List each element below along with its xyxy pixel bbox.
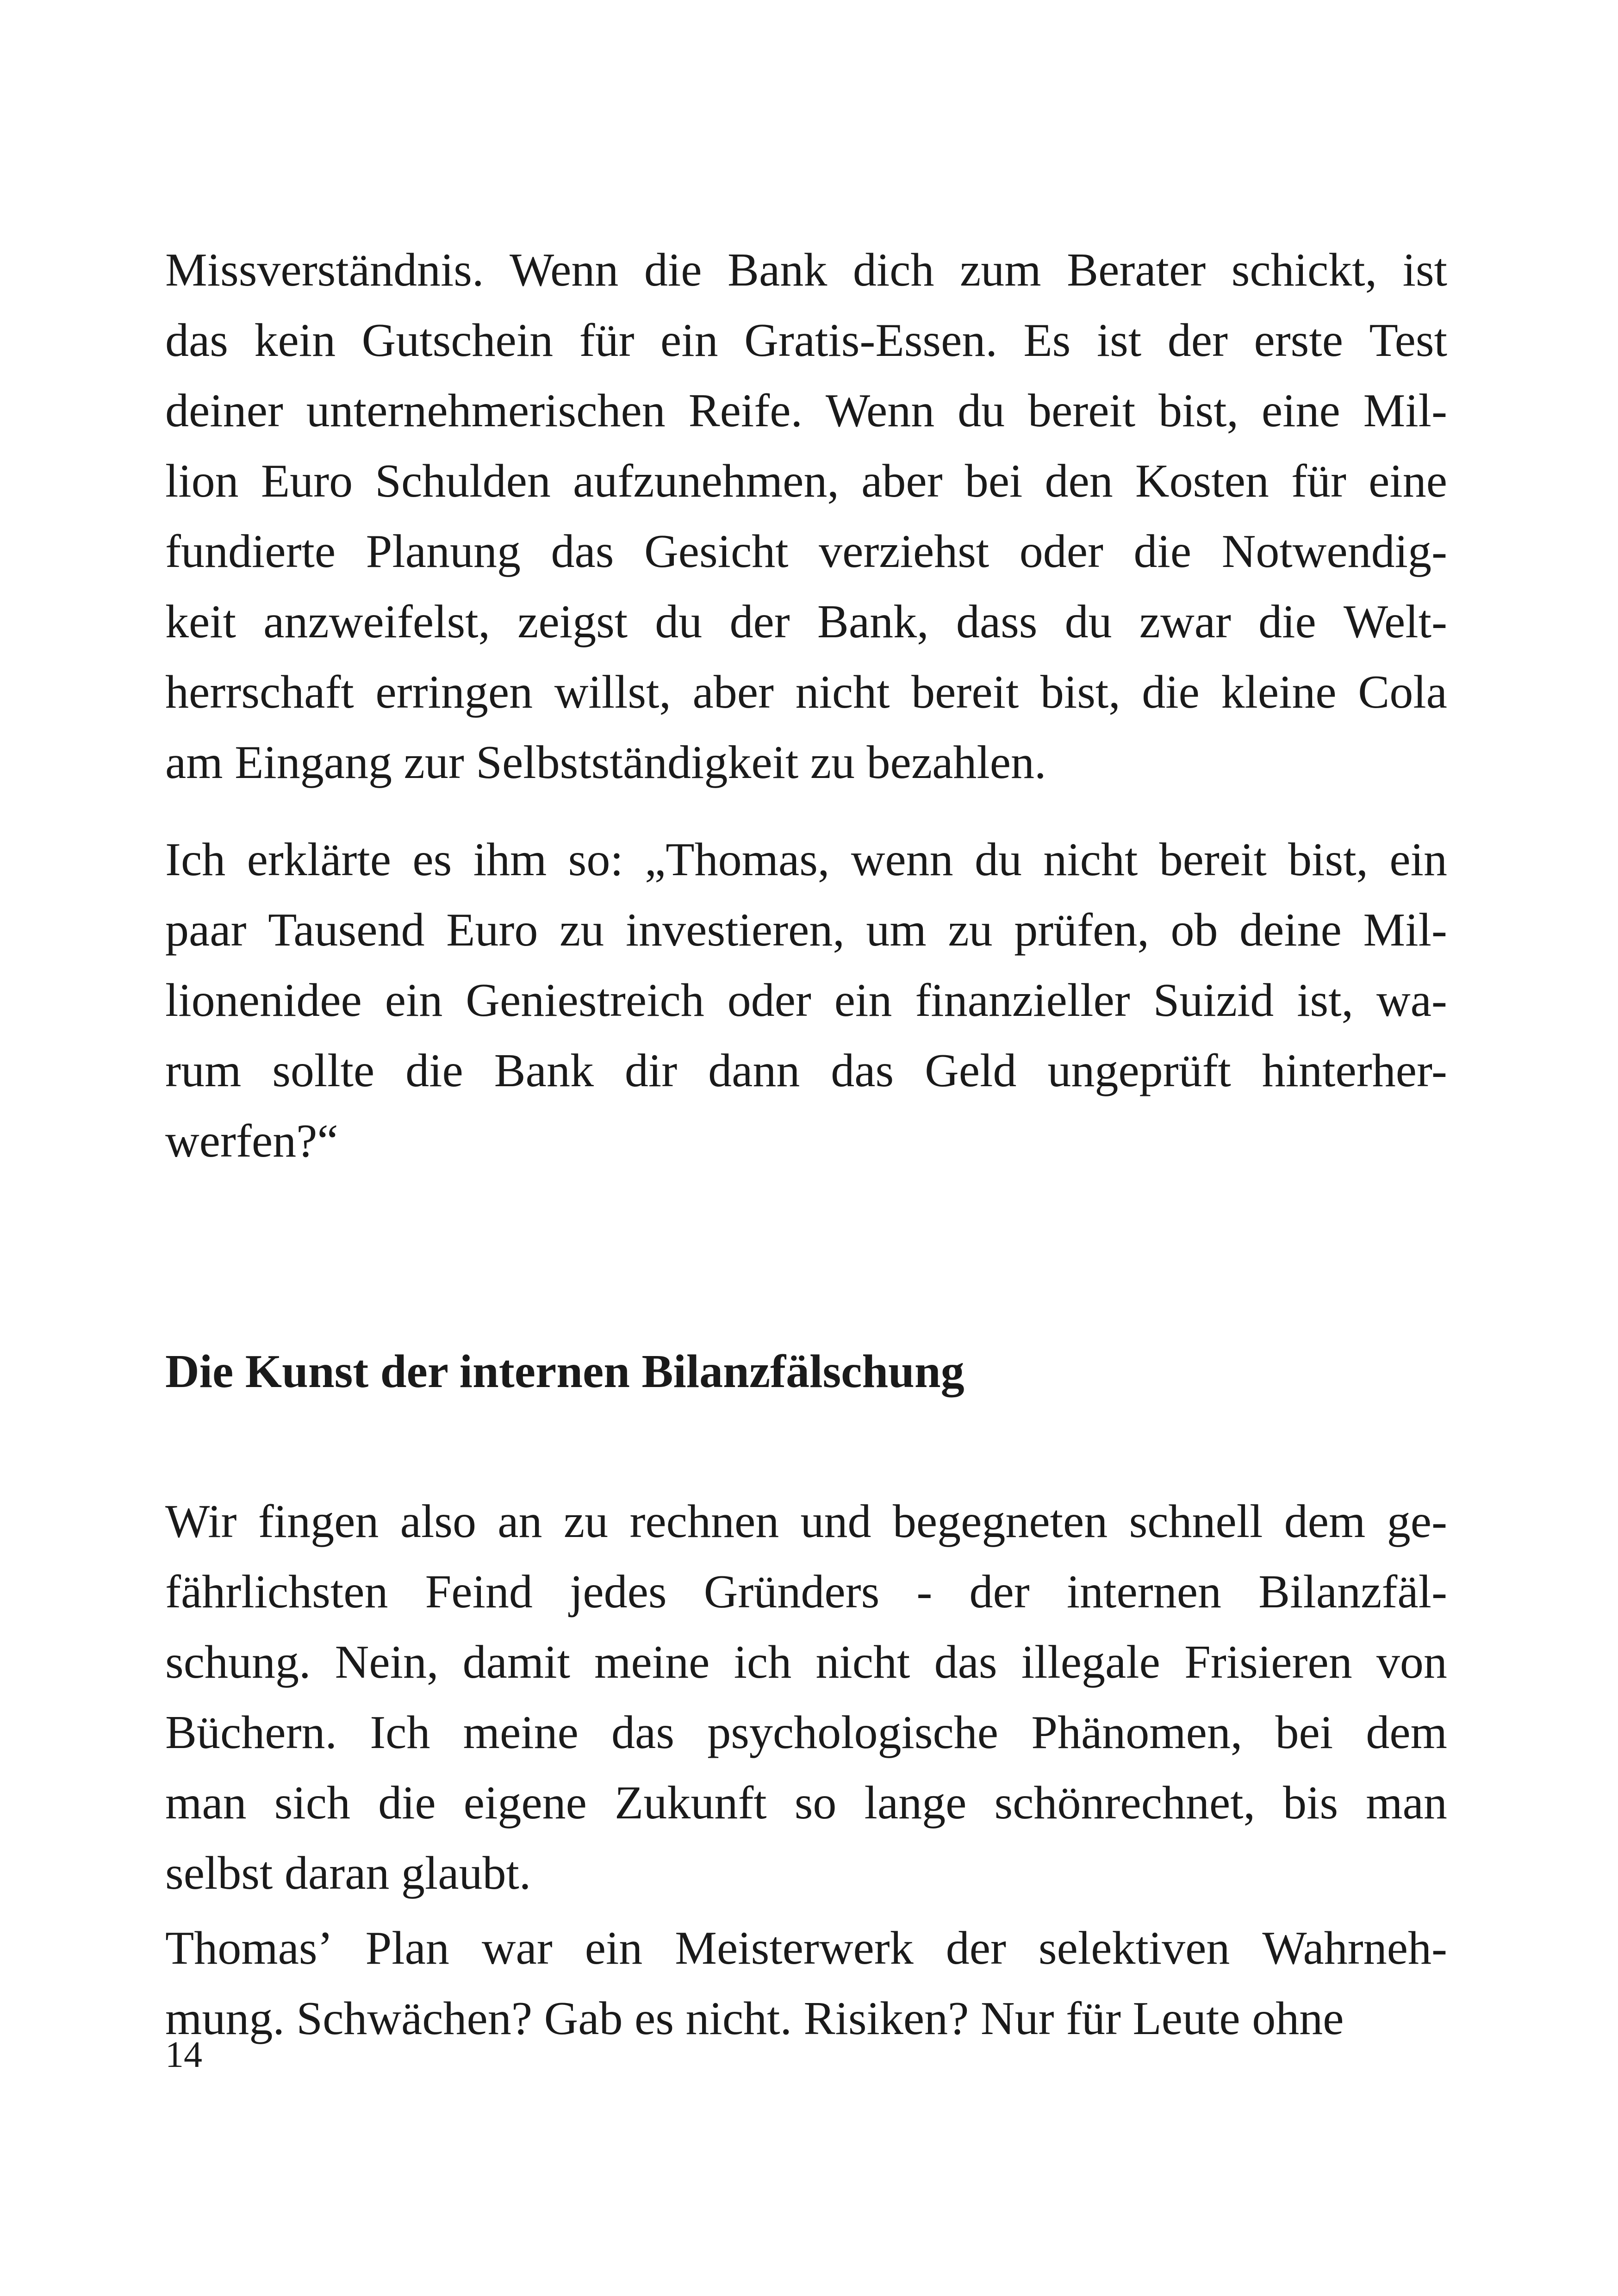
word: Bank	[494, 1045, 594, 1097]
word: nicht	[1043, 834, 1138, 886]
word: das	[165, 314, 228, 367]
word: prüfen,	[1014, 904, 1149, 956]
word: sollte	[272, 1045, 375, 1097]
word: Euro	[261, 455, 353, 507]
word: Missverständnis.	[165, 244, 484, 296]
word: jedes	[570, 1566, 667, 1618]
word: die	[1133, 525, 1192, 578]
word: Wahrneh-	[1262, 1922, 1447, 1974]
word: du	[655, 596, 703, 648]
word: deiner	[165, 385, 283, 437]
word: bis	[1283, 1777, 1338, 1829]
text-line	[165, 1698, 1447, 1768]
word: oder	[727, 974, 811, 1027]
text-line	[165, 1487, 1447, 1557]
word: ge-	[1387, 1495, 1447, 1548]
word: Suizid	[1153, 974, 1274, 1027]
word: ob	[1170, 904, 1218, 956]
word: lionenidee	[165, 974, 362, 1027]
text-line	[165, 587, 1447, 657]
text-line	[165, 376, 1447, 446]
text-line	[165, 1984, 1447, 2054]
word: meine	[594, 1636, 710, 1688]
word: dass	[956, 596, 1038, 648]
word: Selbstständigkeit	[476, 736, 799, 789]
word: dem	[1284, 1495, 1366, 1548]
word: keit	[165, 596, 236, 648]
word: Bank,	[817, 596, 929, 648]
paragraph-3	[165, 1487, 1447, 1909]
word: paar	[165, 904, 247, 956]
word: anzweifelst,	[263, 596, 491, 648]
word: willst,	[554, 666, 671, 718]
word: schung.	[165, 1636, 311, 1688]
word: eigene	[463, 1777, 587, 1829]
word: Thomas’	[165, 1922, 333, 1974]
word: nicht.	[685, 1992, 792, 2045]
word: also	[400, 1495, 476, 1548]
word: nicht	[815, 1636, 910, 1688]
word: ihm	[473, 834, 547, 886]
word: ein	[660, 314, 718, 367]
text-line	[165, 516, 1447, 587]
word: herrschaft	[165, 666, 354, 718]
word: Wenn	[825, 385, 935, 437]
word: selbst	[165, 1847, 273, 1899]
word: psychologische	[707, 1706, 999, 1759]
word: bei	[1275, 1706, 1333, 1759]
word: für	[579, 314, 635, 367]
word: die	[644, 244, 702, 296]
word: Eingang	[235, 736, 392, 789]
word: Leute	[1133, 1992, 1240, 2045]
paragraph-2	[165, 825, 1447, 1176]
word: werfen?“	[165, 1115, 338, 1167]
word: rechnen	[629, 1495, 779, 1548]
paragraph-1	[165, 235, 1447, 798]
word: ein	[585, 1922, 643, 1974]
word: bereit	[1028, 385, 1136, 437]
text-line	[165, 1627, 1447, 1698]
word: die	[405, 1045, 463, 1097]
word: Gesicht	[644, 525, 789, 578]
word: du	[958, 385, 1005, 437]
word: Schwächen?	[296, 1992, 533, 2045]
word: Feind	[425, 1566, 533, 1618]
word: deine	[1239, 904, 1342, 956]
word: Wir	[165, 1495, 237, 1548]
word: Planung	[366, 525, 521, 578]
word: nicht	[795, 666, 890, 718]
word: erklärte	[247, 834, 392, 886]
word: meine	[463, 1706, 579, 1759]
word: Reife.	[688, 385, 803, 437]
word: Frisieren	[1184, 1636, 1352, 1688]
word: Gutschein	[361, 314, 554, 367]
word: ist	[1096, 314, 1142, 367]
word: hinterher-	[1262, 1045, 1447, 1097]
word: Gründers	[703, 1566, 880, 1618]
text-line	[165, 1036, 1447, 1106]
word: Cola	[1358, 666, 1447, 718]
word: ungeprüft	[1047, 1045, 1231, 1097]
word: ist	[1402, 244, 1447, 296]
word: kleine	[1221, 666, 1337, 718]
word: zu	[810, 736, 855, 789]
word: Büchern.	[165, 1706, 337, 1759]
word: fundierte	[165, 525, 336, 578]
word: Mil-	[1363, 385, 1447, 437]
section-heading: Die Kunst der internen Bilanzfälschung	[165, 1345, 965, 1398]
word: ein	[1389, 834, 1447, 886]
word: wenn	[851, 834, 953, 886]
word: fingen	[258, 1495, 379, 1548]
word: das	[831, 1045, 894, 1097]
word: für	[1291, 455, 1346, 507]
word: der	[729, 596, 790, 648]
text-line	[165, 446, 1447, 516]
word: den	[1045, 455, 1113, 507]
word: bist,	[1040, 666, 1120, 718]
word: selektiven	[1038, 1922, 1230, 1974]
word: ohne	[1252, 1992, 1344, 2045]
word: Geniestreich	[466, 974, 704, 1027]
word: Es	[1023, 314, 1071, 367]
word: erste	[1254, 314, 1343, 367]
text-line	[165, 965, 1447, 1036]
word: dich	[853, 244, 934, 296]
word: war	[481, 1922, 553, 1974]
text-line	[165, 1106, 1447, 1176]
word: Phänomen,	[1031, 1706, 1243, 1759]
word: du	[975, 834, 1022, 886]
word: bereit	[911, 666, 1019, 718]
word: ein	[834, 974, 892, 1027]
word: Wenn	[510, 244, 619, 296]
word: illegale	[1021, 1636, 1160, 1688]
word: am	[165, 736, 223, 789]
word: Gratis-Essen.	[744, 314, 997, 367]
word: mung.	[165, 1992, 285, 2045]
word: so	[794, 1777, 837, 1829]
word: der	[1167, 314, 1228, 367]
word: internen	[1066, 1566, 1222, 1618]
paragraph-4	[165, 1913, 1447, 2054]
word: man	[165, 1777, 247, 1829]
text-line	[165, 657, 1447, 728]
word: um	[866, 904, 927, 956]
word: rum	[165, 1045, 242, 1097]
word: schickt,	[1231, 244, 1377, 296]
word: bist,	[1288, 834, 1369, 886]
word: es	[412, 834, 452, 886]
page-number: 14	[165, 2035, 202, 2075]
word: schönrechnet,	[994, 1777, 1256, 1829]
word: das	[611, 1706, 675, 1759]
word: eine	[1369, 455, 1447, 507]
word: Meisterwerk	[675, 1922, 914, 1974]
word: die	[378, 1777, 436, 1829]
word: ist,	[1297, 974, 1354, 1027]
word: das	[934, 1636, 997, 1688]
word: Notwendig-	[1221, 525, 1447, 578]
word: der	[969, 1566, 1030, 1618]
word: lange	[864, 1777, 967, 1829]
word: die	[1142, 666, 1200, 718]
word: dem	[1366, 1706, 1447, 1759]
word: Bilanzfäl-	[1258, 1566, 1447, 1618]
word: der	[946, 1922, 1006, 1974]
word: und	[800, 1495, 871, 1548]
word: von	[1376, 1636, 1447, 1688]
word: Nur	[980, 1992, 1054, 2045]
word: zum	[959, 244, 1041, 296]
word: Mil-	[1363, 904, 1447, 956]
word: glaubt.	[401, 1847, 531, 1899]
word: Tausend	[268, 904, 425, 956]
word: sich	[274, 1777, 351, 1829]
word: das	[551, 525, 614, 578]
word: fährlichsten	[165, 1566, 388, 1618]
word: -	[916, 1566, 933, 1618]
word: Berater	[1067, 244, 1206, 296]
word: „Thomas,	[645, 834, 830, 886]
word: kein	[254, 314, 336, 367]
word: aufzunehmen,	[573, 455, 839, 507]
word: zwar	[1139, 596, 1231, 648]
word: bist,	[1158, 385, 1238, 437]
word: begegneten	[892, 1495, 1108, 1548]
word: du	[1064, 596, 1112, 648]
word: man	[1366, 1777, 1447, 1829]
word: die	[1258, 596, 1316, 648]
text-line	[165, 1913, 1447, 1984]
word: dir	[624, 1045, 678, 1097]
word: bezahlen.	[866, 736, 1046, 789]
word: aber	[861, 455, 943, 507]
text-line	[165, 895, 1447, 965]
text-line	[165, 305, 1447, 376]
word: Ich	[370, 1706, 430, 1759]
word: damit	[462, 1636, 570, 1688]
word: finanzieller	[915, 974, 1130, 1027]
word: ich	[734, 1636, 792, 1688]
word: Geld	[925, 1045, 1017, 1097]
word: Plan	[365, 1922, 449, 1974]
word: zu	[563, 1495, 609, 1548]
word: zeigst	[517, 596, 628, 648]
text-line	[165, 728, 1447, 798]
word: zu	[948, 904, 993, 956]
word: Gab	[544, 1992, 623, 2045]
word: unternehmerischen	[306, 385, 666, 437]
word: verziehst	[819, 525, 989, 578]
word: lion	[165, 455, 239, 507]
word: wa-	[1376, 974, 1447, 1027]
text-line	[165, 1557, 1447, 1627]
word: eine	[1261, 385, 1340, 437]
word: dann	[708, 1045, 800, 1097]
word: schnell	[1129, 1495, 1263, 1548]
word: Ich	[165, 834, 226, 886]
word: Risiken?	[803, 1992, 969, 2045]
word: daran	[284, 1847, 390, 1899]
word: Test	[1369, 314, 1447, 367]
word: an	[498, 1495, 542, 1548]
word: ein	[385, 974, 443, 1027]
text-line	[165, 825, 1447, 895]
word: aber	[692, 666, 774, 718]
word: bei	[965, 455, 1023, 507]
word: so:	[568, 834, 623, 886]
word: zur	[404, 736, 464, 789]
word: für	[1066, 1992, 1121, 2045]
word: Euro	[446, 904, 538, 956]
word: Zukunft	[615, 1777, 767, 1829]
word: investieren,	[625, 904, 845, 956]
word: Welt-	[1343, 596, 1447, 648]
word: Schulden	[375, 455, 551, 507]
word: Bank	[728, 244, 828, 296]
word: zu	[559, 904, 604, 956]
word: erringen	[375, 666, 533, 718]
word: es	[635, 1992, 674, 2045]
text-line	[165, 1768, 1447, 1838]
word: Kosten	[1135, 455, 1269, 507]
word: bereit	[1159, 834, 1267, 886]
word: oder	[1019, 525, 1104, 578]
word: Nein,	[335, 1636, 439, 1688]
text-line	[165, 1838, 1447, 1909]
text-line	[165, 235, 1447, 305]
